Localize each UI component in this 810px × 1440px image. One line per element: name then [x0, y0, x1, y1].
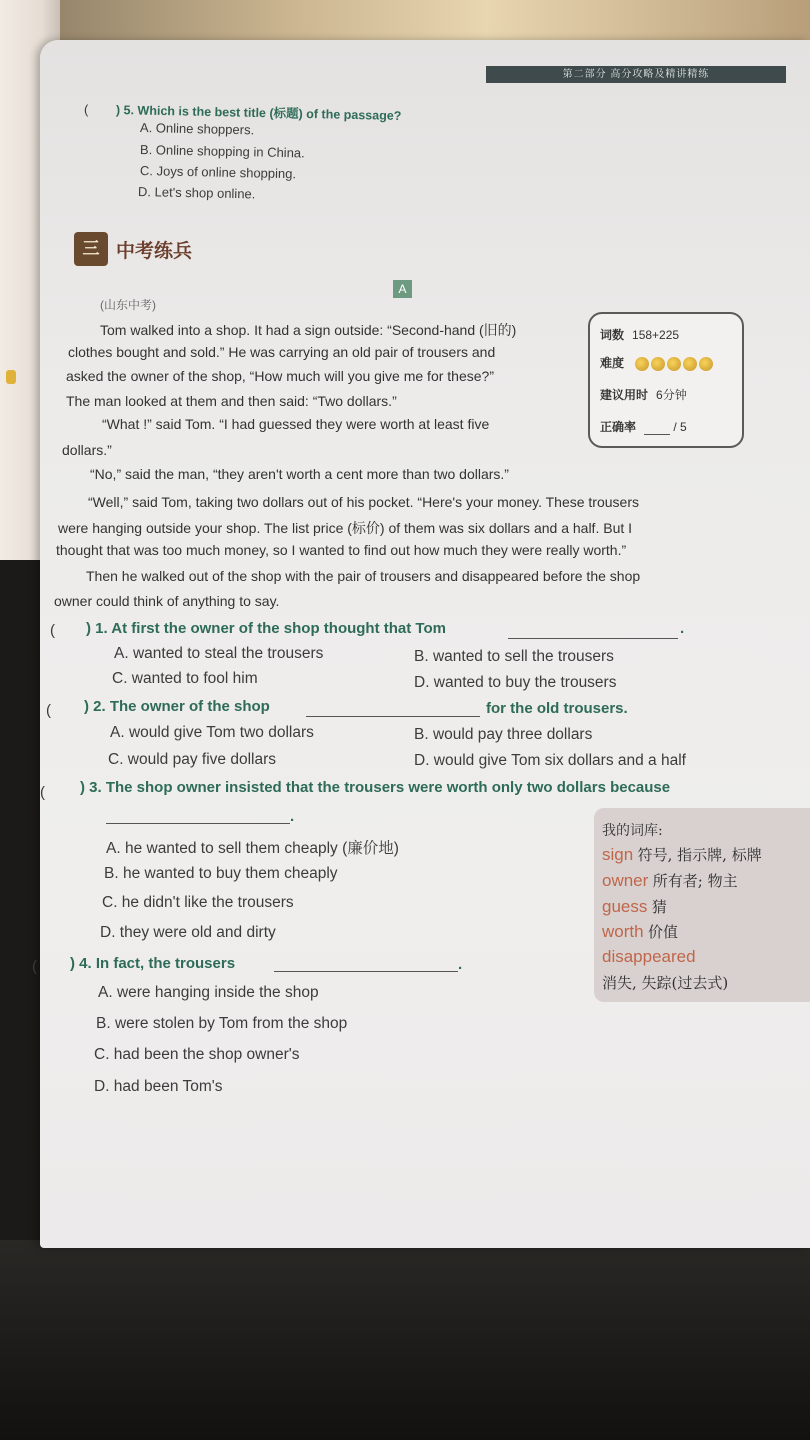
section-title: 中考练兵 [116, 241, 193, 262]
q1-paren: ( [50, 622, 55, 639]
q1-tail: . [680, 620, 685, 637]
q2-paren: ( [46, 702, 51, 719]
words-label: 词数 [600, 328, 625, 342]
star-icon [667, 357, 681, 371]
difficulty-stars [635, 356, 715, 371]
passage-line: Tom walked into a shop. It had a sign outside: “Second-hand (旧的) [100, 322, 517, 338]
q3-option-d: D. they were old and dirty [100, 924, 276, 941]
info-box [588, 312, 744, 448]
q1-answer-slot[interactable] [60, 620, 86, 640]
vocab-word: owner [602, 871, 649, 890]
accuracy-value: / 5 [673, 420, 687, 434]
q4-paren: ( [32, 958, 37, 975]
passage-line: “What !” said Tom. “I had guessed they were worth at least five [102, 416, 490, 432]
q4-option-c: C. had been the shop owner's [94, 1046, 300, 1063]
accuracy-blank[interactable] [644, 434, 670, 435]
q5-paren: ( [84, 102, 89, 117]
passage-line: asked the owner of the shop, “How much will you give me for these?” [66, 368, 494, 384]
star-icon [651, 357, 665, 371]
q2-option-a: A. would give Tom two dollars [110, 724, 314, 741]
q4-stem: ) 4. In fact, the trousers [70, 955, 236, 972]
q2-stem: ) 2. The owner of the shop [84, 698, 270, 715]
q5-stem: ) 5. Which is the best title (标题) of the passage? [115, 103, 402, 123]
q4-option-a: A. were hanging inside the shop [98, 984, 319, 1001]
passage-line: thought that was too much money, so I wanted to find out how much they were really worth.” [56, 542, 627, 558]
q2-answer-slot[interactable] [56, 700, 86, 720]
vocab-meaning: 价值 [648, 923, 679, 941]
page-header-strip: 第二部分 高分攻略及精讲精练 [486, 66, 786, 83]
vocab-word: guess [602, 897, 648, 916]
q4-answer-slot[interactable] [42, 956, 70, 976]
q3-stem: ) 3. The shop owner insisted that the trousers were worth only two dollars because [80, 779, 671, 796]
q1-stem: ) 1. At first the owner of the shop thought that Tom [86, 620, 446, 637]
q3-tail: . [290, 808, 295, 825]
passage-line: Then he walked out of the shop with the pair of trousers and disappeared before the shop [86, 568, 641, 584]
star-icon [635, 357, 649, 371]
section-number-icon: 三 [74, 232, 108, 266]
vocab-word: disappeared [602, 947, 696, 966]
star-icon [699, 357, 713, 371]
vocab-word: worth [602, 922, 644, 941]
q3-answer-slot[interactable] [50, 782, 80, 802]
q3-option-a: A. he wanted to sell them cheaply (廉价地) [106, 840, 399, 857]
passage-line: clothes bought and sold.” He was carrying an old pair of trousers and [68, 344, 496, 360]
q3-blank[interactable] [106, 806, 290, 824]
q5-option-b: B. Online shopping in China. [139, 142, 305, 161]
q3-paren: ( [40, 784, 45, 801]
q1-option-c: C. wanted to fool him [112, 670, 258, 687]
q2-blank[interactable] [306, 698, 480, 717]
q5-option-c: C. Joys of online shopping. [139, 163, 297, 182]
passage-line: The man looked at them and then said: “Two dollars.” [66, 393, 397, 409]
words-value: 158+225 [632, 328, 680, 342]
vocab-meaning: 猜 [651, 898, 667, 916]
q4-blank[interactable] [274, 954, 458, 972]
q4-option-d: D. had been Tom's [94, 1078, 223, 1095]
passage-line: “Well,” said Tom, taking two dollars out of his pocket. “Here's your money. These trousers [88, 494, 639, 510]
vocab-meaning: 消失, 失踪(过去式) [602, 974, 729, 992]
passage-line: “No,” said the man, “they aren't worth a cent more than two dollars.” [90, 466, 509, 482]
q2-option-d: D. would give Tom six dollars and a half [414, 752, 686, 769]
table-surface [0, 1240, 810, 1440]
q5-option-d: D. Let's shop online. [137, 184, 256, 202]
workbook-page [40, 40, 810, 1248]
vocab-meaning: 所有者; 物主 [652, 872, 738, 890]
difficulty-label: 难度 [600, 356, 625, 370]
q2-tail: for the old trousers. [486, 700, 628, 717]
passage-line: were hanging outside your shop. The list price (标价) of them was six dollars and a half. But I [58, 520, 633, 536]
q2-option-c: C. would pay five dollars [108, 751, 276, 768]
passage-line: owner could think of anything to say. [54, 593, 280, 609]
passage-source: (山东中考) [100, 298, 156, 312]
q5-option-a: A. Online shoppers. [139, 120, 255, 138]
q1-blank[interactable] [508, 620, 678, 639]
vocab-meaning: 符号, 指示牌, 标牌 [637, 846, 762, 864]
time-value: 6分钟 [656, 388, 687, 402]
vocab-box [594, 808, 810, 1002]
q1-option-d: D. wanted to buy the trousers [414, 674, 617, 691]
q4-tail: . [458, 956, 463, 973]
q2-option-b: B. would pay three dollars [414, 726, 593, 743]
star-icon [683, 357, 697, 371]
vocab-word: sign [602, 845, 634, 864]
q4-option-b: B. were stolen by Tom from the shop [96, 1015, 348, 1032]
q3-option-b: B. he wanted to buy them cheaply [104, 865, 338, 882]
passage-line: dollars.” [62, 442, 112, 458]
time-label: 建议用时 [600, 388, 649, 402]
q3-option-c: C. he didn't like the trousers [102, 894, 294, 911]
passage-badge: A [393, 280, 412, 298]
q1-option-a: A. wanted to steal the trousers [114, 645, 324, 662]
accuracy-label: 正确率 [600, 420, 637, 434]
vocab-heading: 我的词库: [602, 823, 663, 839]
q1-option-b: B. wanted to sell the trousers [414, 648, 614, 665]
